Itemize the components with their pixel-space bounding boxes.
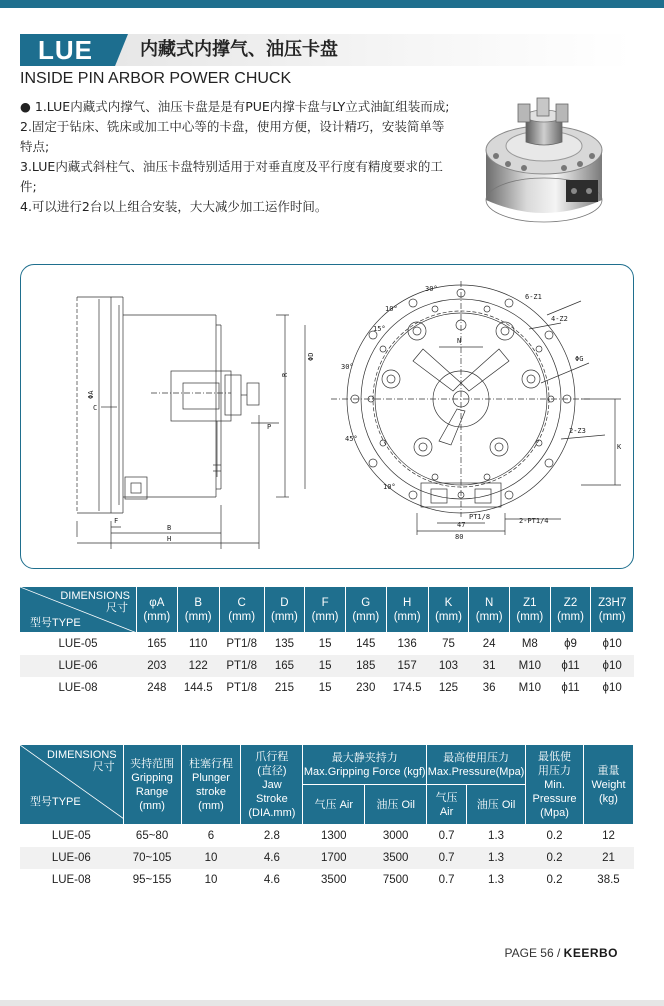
table-cell: 12 — [583, 825, 633, 847]
header-text: 重量 — [597, 764, 620, 777]
table-cell: ϕ10 — [591, 633, 634, 655]
header-text: 气压 — [435, 791, 458, 804]
table-cell: 110 — [177, 633, 219, 655]
table-cell: 145 — [345, 633, 386, 655]
dim-80-label: 80 — [455, 533, 464, 541]
z2-label: 4-Z2 — [551, 315, 568, 323]
header-text: 最高使用压力 — [443, 751, 510, 764]
table-cell: LUE-05 — [20, 633, 137, 655]
bottom-accent-bar — [0, 1000, 664, 1006]
dim-P-label: P — [267, 423, 272, 431]
header-text: Plunger — [192, 771, 230, 784]
header-text: (mm) — [475, 610, 503, 623]
page-footer — [505, 946, 619, 960]
table-cell: 0.7 — [427, 869, 467, 891]
header-dimensions-cn: 尺寸 — [92, 761, 115, 773]
top-accent-bar — [0, 0, 664, 8]
col-header-min-pressure — [526, 745, 584, 825]
header-text: Max.Pressure(Mpa) — [427, 765, 525, 778]
table-cell: 6 — [181, 825, 241, 847]
table-cell: 95~155 — [123, 869, 181, 891]
col-header — [264, 587, 305, 633]
header-text: H — [402, 596, 412, 609]
feature-item: ● 1.LUE内藏式内撑气、油压卡盘是是有PUE内撑卡盘与LY立式油缸组装而成; — [20, 99, 450, 114]
table-cell: ϕ9 — [550, 633, 591, 655]
col-header — [219, 587, 264, 633]
feature-item: 3.LUE内藏式斜柱气、油压卡盘特别适用于对垂直度及平行度有精度要求的工件; — [20, 159, 443, 194]
table-cell: 0.2 — [526, 869, 584, 891]
table-cell: 10 — [181, 847, 241, 869]
table-cell: 21 — [583, 847, 633, 869]
table-cell: 165 — [264, 655, 305, 677]
dim-47-label: 47 — [457, 521, 466, 529]
col-header-force-air: 气压 Air — [303, 785, 365, 825]
col-header — [305, 587, 346, 633]
dimension-type-header — [20, 587, 137, 633]
table-row — [20, 655, 634, 677]
header-text: (mm) — [311, 610, 339, 623]
table-cell: 0.7 — [427, 825, 467, 847]
dim-F-label: F — [114, 517, 119, 525]
z3-label: 2-Z3 — [569, 427, 586, 435]
table-cell: 15 — [305, 677, 346, 699]
header-text: (mm) — [516, 610, 544, 623]
chinese-title: 内藏式内撑气、油压卡盘 — [140, 39, 338, 60]
col-header-max-gripping-force — [303, 745, 427, 785]
table-cell: PT1/8 — [219, 677, 264, 699]
header-text: B — [194, 596, 203, 609]
table-cell: 165 — [137, 633, 178, 655]
header-text: (Mpa) — [540, 806, 569, 819]
dim-phiA-label: ΦA — [87, 390, 95, 399]
page-number: PAGE 56 / — [504, 946, 561, 960]
col-header — [469, 587, 510, 633]
table-cell: ϕ11 — [550, 677, 591, 699]
table-cell: 65~80 — [123, 825, 181, 847]
table-cell: 36 — [469, 677, 510, 699]
col-header — [550, 587, 591, 633]
header-text: 最低使 — [538, 750, 572, 763]
table-cell: M10 — [510, 677, 551, 699]
angle-15-label: 15° — [373, 325, 386, 333]
table-cell: 15 — [305, 655, 346, 677]
table-cell: LUE-05 — [20, 825, 124, 847]
header-text: G — [361, 596, 371, 609]
table-row — [20, 847, 634, 869]
table-cell: 174.5 — [386, 677, 428, 699]
header-text: (mm) — [598, 610, 626, 623]
table-cell: 4.6 — [241, 869, 303, 891]
col-header — [510, 587, 551, 633]
header-dimensions-en: DIMENSIONS — [46, 749, 117, 761]
table-cell: 1300 — [303, 825, 365, 847]
header-dimensions-cn: 尺寸 — [106, 602, 128, 614]
table-row — [20, 677, 634, 699]
header-text: Z3H7 — [598, 596, 627, 609]
header-text: Weight — [591, 778, 626, 791]
table-cell: 203 — [137, 655, 178, 677]
header-text: (mm) — [143, 610, 171, 623]
dim-C-label: C — [93, 404, 98, 412]
col-header — [177, 587, 219, 633]
header-text: stroke — [196, 785, 226, 798]
table-cell: 3500 — [303, 869, 365, 891]
technical-drawing-panel — [20, 264, 634, 569]
header-text: (DIA.mm) — [248, 806, 296, 819]
col-header-pressure-oil: 油压 Oil — [467, 785, 526, 825]
table-cell: 10 — [181, 869, 241, 891]
table-cell: ϕ11 — [550, 655, 591, 677]
table-cell: 215 — [264, 677, 305, 699]
table-cell: 7500 — [365, 869, 427, 891]
title-banner — [20, 34, 632, 66]
header-text: φA — [149, 596, 165, 609]
header-text: (mm) — [198, 799, 224, 812]
header-text: Min. — [544, 778, 565, 791]
col-header-force-oil: 油压 Oil — [365, 785, 427, 825]
table-cell: 185 — [345, 655, 386, 677]
table-cell: 0.2 — [526, 825, 584, 847]
header-text: (mm) — [352, 610, 380, 623]
table-cell: ϕ10 — [591, 677, 634, 699]
table-cell: 24 — [469, 633, 510, 655]
table-cell: 144.5 — [177, 677, 219, 699]
table-cell: 125 — [428, 677, 469, 699]
table-cell: 0.2 — [526, 847, 584, 869]
header-text: Jaw — [262, 778, 282, 791]
header-type: 型号TYPE — [30, 796, 81, 808]
table-cell: 31 — [469, 655, 510, 677]
chuck-product-photo — [474, 88, 614, 228]
pt18-label: PT1/8 — [469, 513, 491, 521]
table-cell: 4.6 — [241, 847, 303, 869]
pt14-label: 2-PT1/4 — [519, 517, 549, 525]
dim-phiD-label: ΦD — [307, 352, 315, 361]
table-cell: 70~105 — [123, 847, 181, 869]
table-row — [20, 633, 634, 655]
table-cell: M8 — [510, 633, 551, 655]
header-text: C — [237, 596, 246, 609]
feature-item: 4.可以进行2台以上组合安装，大大减少加工运作时间。 — [20, 199, 328, 214]
table-cell: 2.8 — [241, 825, 303, 847]
side-view — [77, 297, 315, 549]
table-cell: 103 — [428, 655, 469, 677]
k-dim-label: K — [617, 443, 622, 451]
table-cell: PT1/8 — [219, 633, 264, 655]
z1-label: 6-Z1 — [525, 293, 542, 301]
col-header — [386, 587, 428, 633]
dim-R-label: R — [281, 372, 289, 377]
header-text: Pressure — [532, 792, 577, 805]
col-header-jaw-stroke — [241, 745, 303, 825]
header-text: 用压力 — [538, 764, 572, 777]
header-text: (mm) — [271, 610, 298, 623]
table-cell: 230 — [345, 677, 386, 699]
angle-10-bottom-label: 10° — [383, 483, 396, 491]
table-cell: 135 — [264, 633, 305, 655]
table-cell: 3000 — [365, 825, 427, 847]
phiG-label: ΦG — [575, 355, 584, 363]
dim-B-label: B — [167, 524, 172, 532]
header-text: (kg) — [599, 792, 618, 805]
front-view-labels — [341, 285, 622, 541]
header-text: (mm) — [139, 799, 165, 812]
header-text: (mm) — [228, 610, 256, 623]
table-cell: 157 — [386, 655, 428, 677]
header-text: Range — [135, 785, 169, 798]
english-title: INSIDE PIN ARBOR POWER CHUCK — [20, 70, 292, 87]
header-text: Max.Gripping Force (kgf) — [303, 765, 426, 778]
table-cell: 75 — [428, 633, 469, 655]
header-text: Stroke — [256, 792, 288, 805]
table-cell: LUE-08 — [20, 869, 124, 891]
table-cell: 38.5 — [583, 869, 633, 891]
angle-10-label: 10° — [385, 305, 398, 313]
header-text: K — [444, 596, 453, 609]
col-header-gripping-range — [123, 745, 181, 825]
table-row — [20, 869, 634, 891]
model-badge-label: LUE — [38, 35, 93, 65]
table-cell: 0.7 — [427, 847, 467, 869]
table-cell: LUE-06 — [20, 655, 137, 677]
technical-drawing — [21, 265, 634, 569]
angle-30-top-label: 30° — [425, 285, 438, 293]
table-cell: M10 — [510, 655, 551, 677]
header-text: 爪行程 — [255, 750, 289, 763]
header-text: 夹持范围 — [130, 757, 175, 770]
table-cell: 15 — [305, 633, 346, 655]
performance-table — [19, 744, 634, 891]
table-cell: 1.3 — [467, 869, 526, 891]
feature-item: 2.固定于钻床、铣床或加工中心等的卡盘，使用方便，设计精巧，安装简单等特点; — [20, 119, 445, 154]
header-text: 最大静夹持力 — [331, 751, 398, 764]
table-cell: 1700 — [303, 847, 365, 869]
brand-logo: KEERBO — [563, 946, 618, 960]
header-text: (直径) — [257, 764, 287, 777]
front-view — [331, 281, 621, 535]
col-header-plunger-stroke — [181, 745, 241, 825]
n-dim-label: N — [457, 337, 462, 345]
table-cell: PT1/8 — [219, 655, 264, 677]
col-header — [137, 587, 178, 633]
header-text: Z2 — [563, 596, 578, 609]
header-text: Air — [439, 805, 454, 818]
header-text: (mm) — [435, 610, 462, 623]
table-cell: LUE-08 — [20, 677, 137, 699]
header-text: 柱塞行程 — [188, 757, 233, 770]
dimensions-table — [19, 586, 634, 699]
header-text: D — [280, 596, 289, 609]
table-cell: 1.3 — [467, 847, 526, 869]
feature-list — [20, 97, 450, 217]
header-type: 型号TYPE — [30, 617, 81, 629]
angle-45-label: 45° — [345, 435, 358, 443]
header-text: (mm) — [557, 610, 584, 623]
table-cell: 1.3 — [467, 825, 526, 847]
header-text: F — [321, 596, 329, 609]
header-text: (mm) — [393, 610, 421, 623]
dim-H-label: H — [167, 535, 172, 543]
col-header-max-pressure — [427, 745, 526, 785]
angle-30-left-label: 30° — [341, 363, 354, 371]
table-cell: 136 — [386, 633, 428, 655]
col-header — [345, 587, 386, 633]
header-text: (mm) — [184, 610, 212, 623]
header-text: N — [485, 596, 494, 609]
col-header-weight — [583, 745, 633, 825]
table-cell: 3500 — [365, 847, 427, 869]
header-text: Z1 — [523, 596, 537, 609]
table-row — [20, 825, 634, 847]
col-header-pressure-air — [427, 785, 467, 825]
col-header — [428, 587, 469, 633]
header-text: Gripping — [131, 771, 173, 784]
dimension-type-header — [20, 745, 124, 825]
header-dimensions-en: DIMENSIONS — [60, 590, 130, 602]
table-cell: LUE-06 — [20, 847, 124, 869]
table-cell: 248 — [137, 677, 178, 699]
col-header — [591, 587, 634, 633]
table-cell: ϕ10 — [591, 655, 634, 677]
table-cell: 122 — [177, 655, 219, 677]
